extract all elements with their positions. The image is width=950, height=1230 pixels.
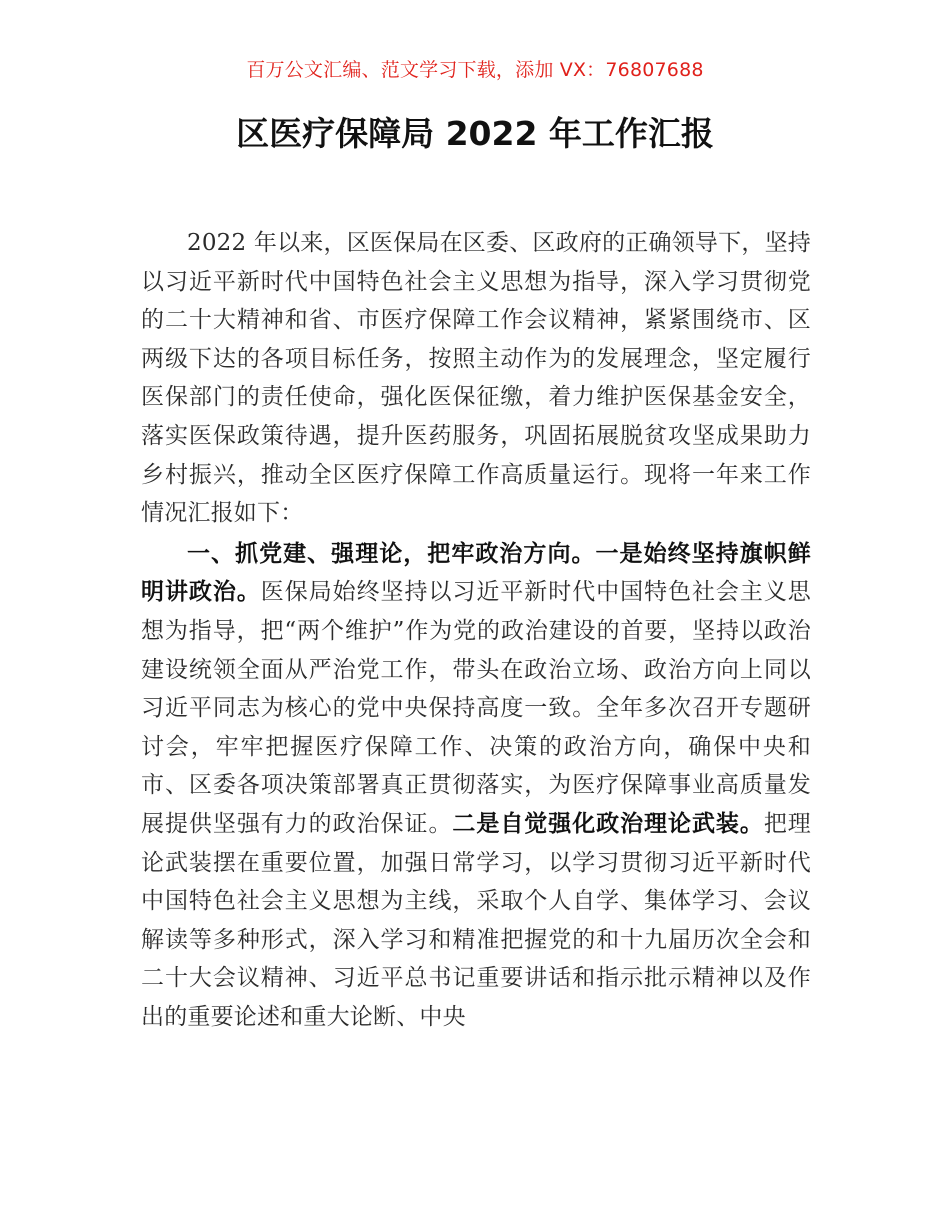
point-1-title: 一是始终坚持旗帜鲜明讲政治。	[141, 539, 811, 606]
intro-paragraph: 2022 年以来，区医保局在区委、区政府的正确领导下，坚持以习近平新时代中国特色社会主义思想为指导，深入学习贯彻党的二十大精神和省、市医疗保障工作会议精神，紧紧围绕市、区两级下达的各项目标任务，按照主动作为的发展理念，坚定履行医保部门的责任使命，强化医保征缴，着力维护医保基金安全，落实医保政策待遇，提升医药服务，巩固拓展脱贫攻坚成果助力乡村振兴，推动全区医疗保障工作高质量运行。现将一年来工作情况汇报如下：	[141, 230, 811, 527]
section-1-heading: 一、抓党建、强理论，把牢政治方向。	[187, 539, 596, 567]
watermark-banner: 百万公文汇编、范文学习下载，添加 VX：76807688	[246, 59, 704, 81]
point-2-text: 把理论武装摆在重要位置，加强日常学习，以学习贯彻习近平新时代中国特色社会主义思想为主线，采取个人自学、集体学习、会议解读等多种形式，深入学习和精准把握党的和十九届历次全会和二十大会议精神、习近平总书记重要讲话和指示批示精神以及作出的重要论述和重大论断、中央	[141, 810, 811, 1030]
point-1-text: 医保局始终坚持以习近平新时代中国特色社会主义思想为指导，把“两个维护”作为党的政治建设的首要，坚持以政治建设统领全面从严治党工作，带头在政治立场、政治方向上同以习近平同志为核心的党中央保持高度一致。全年多次召开专题研讨会，牢牢把握医疗保障工作、决策的政治方向，确保中央和市、区委各项决策部署真正贯彻落实，为医疗保障事业高质量发展提供坚强有力的政治保证。	[141, 579, 811, 837]
section-1-paragraph	[141, 535, 811, 1037]
point-2-title: 二是自觉强化政治理论武装。	[452, 809, 764, 837]
page-title: 区医疗保障局 2022 年工作汇报	[236, 114, 714, 153]
document-body	[141, 224, 811, 1036]
